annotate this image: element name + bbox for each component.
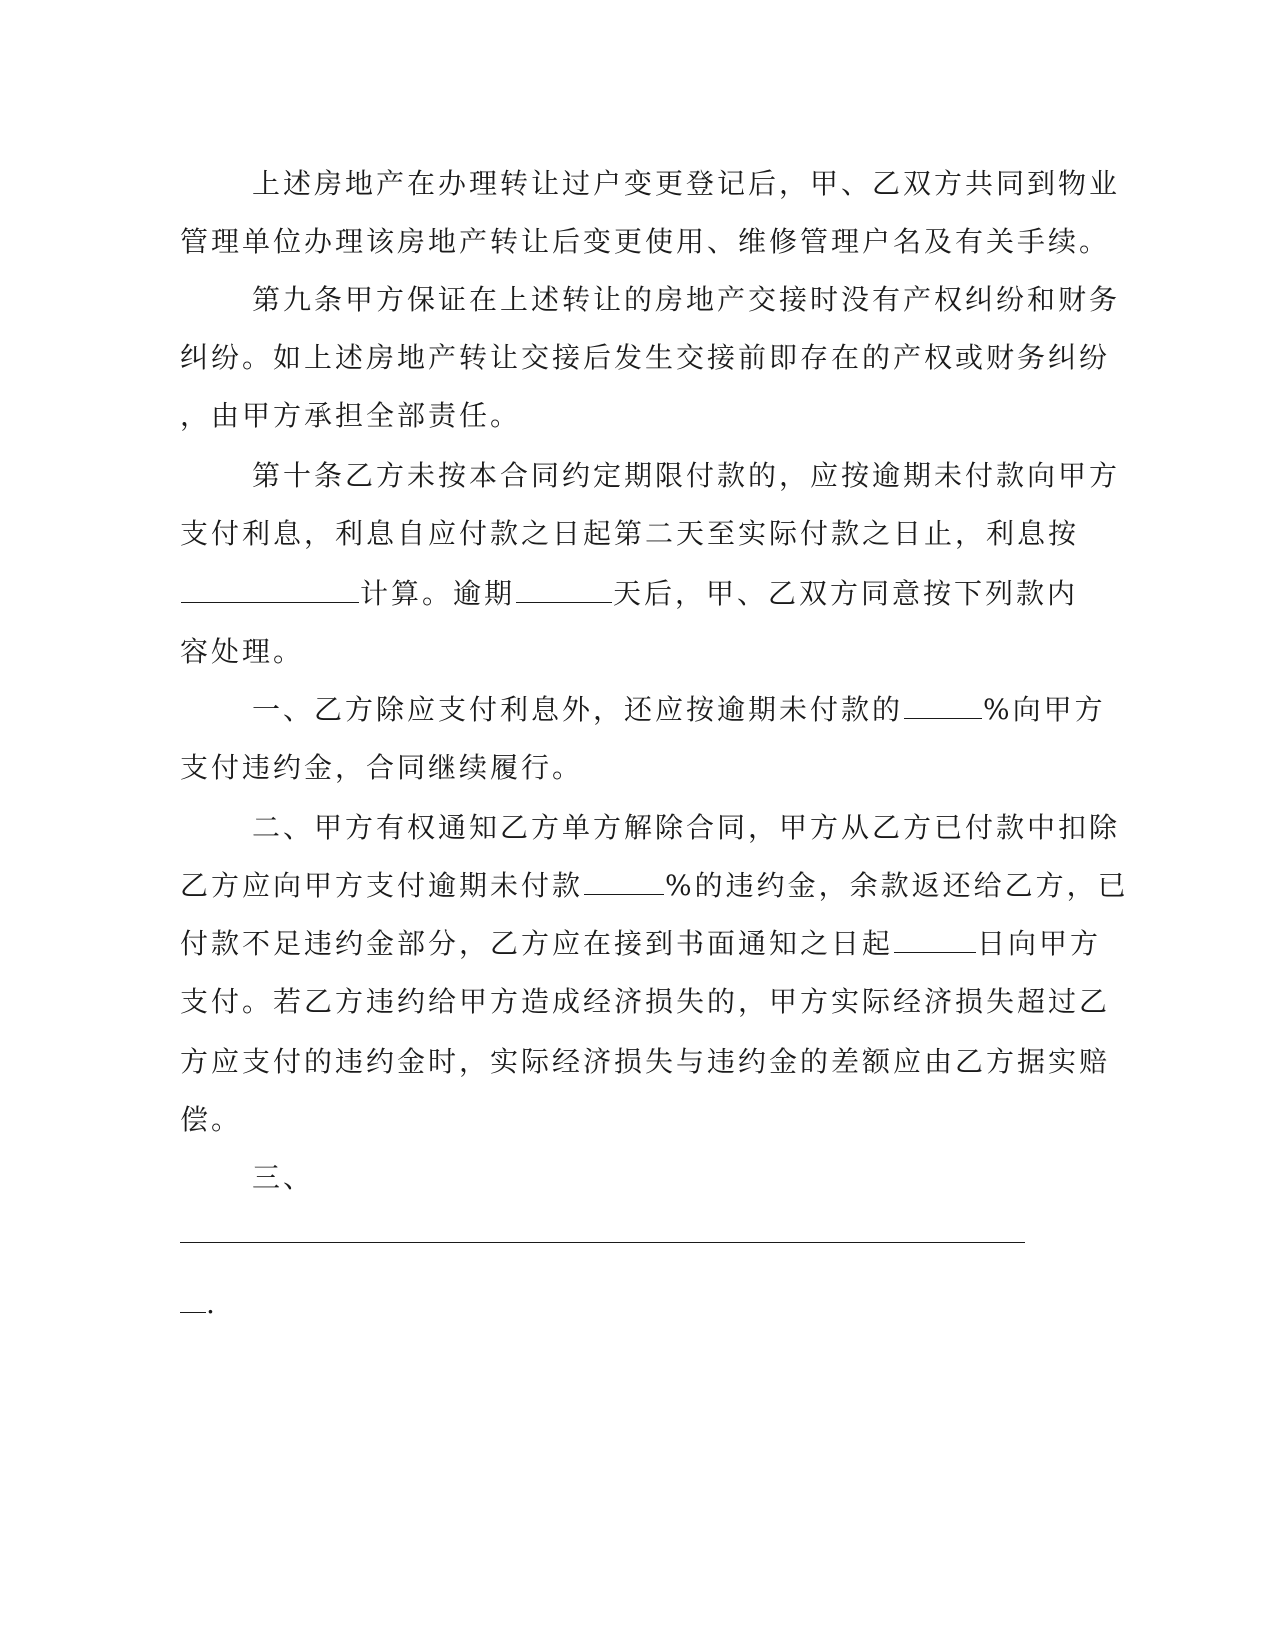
clause-2-line-1: 二、甲方有权通知乙方单方解除合同，甲方从乙方已付款中扣除 xyxy=(252,811,1121,844)
article-9-line-3: ，由甲方承担全部责任。 xyxy=(180,399,522,432)
article-10-line-3-text-2: 天后，甲、乙双方同意按下列款内 xyxy=(613,577,1079,610)
article-10-line-2: 支付利息，利息自应付款之日起第二天至实际付款之日止，利息按 xyxy=(180,517,1080,550)
clause-1-line-1-text-2: %向甲方 xyxy=(983,693,1106,726)
article-9-line-1: 第九条甲方保证在上述转让的房地产交接时没有产权纠纷和财务 xyxy=(252,283,1121,316)
clause-1-line-1-text-1: 一、乙方除应支付利息外，还应按逾期未付款的 xyxy=(252,693,904,726)
article-10-line-3 xyxy=(180,574,1078,614)
article-10-line-1: 第十条乙方未按本合同约定期限付款的，应按逾期未付款向甲方 xyxy=(252,459,1121,492)
clause-2-line-3 xyxy=(180,924,1101,964)
clause-1-line-2: 支付违约金，合同继续履行。 xyxy=(180,751,584,784)
clause-2-line-2 xyxy=(180,866,1129,906)
clause-3-label: 三、 xyxy=(252,1161,315,1194)
interest-rate-blank xyxy=(181,576,359,603)
paragraph-1-line-2: 管理单位办理该房地产转让后变更使用、维修管理户名及有关手续。 xyxy=(180,225,1111,258)
article-9-line-2: 纠纷。如上述房地产转让交接后发生交接前即存在的产权或财务纠纷 xyxy=(180,341,1111,374)
paragraph-1-line-1: 上述房地产在办理转让过户变更登记后，甲、乙双方共同到物业 xyxy=(252,167,1121,200)
clause-2-line-4: 支付。若乙方违约给甲方造成经济损失的，甲方实际经济损失超过乙 xyxy=(180,985,1111,1018)
clause-1-line-1 xyxy=(252,690,1106,730)
article-10-line-4: 容处理。 xyxy=(180,635,305,668)
article-10-line-3-text-1: 计算。逾期 xyxy=(360,577,516,610)
clause-3-line-end xyxy=(180,1284,218,1324)
clause-2-line-3-text-1: 付款不足违约金部分，乙方应在接到书面通知之日起 xyxy=(180,927,894,960)
clause-2-line-2-text-2: %的违约金，余款返还给乙方，已 xyxy=(665,869,1129,902)
penalty-percent-blank-2 xyxy=(584,868,664,895)
overdue-days-blank xyxy=(516,576,612,603)
clause-3-end-mark: . xyxy=(206,1287,218,1320)
clause-2-line-5: 方应支付的违约金时，实际经济损失与违约金的差额应由乙方据实赔 xyxy=(180,1045,1111,1078)
clause-2-line-3-text-2: 日向甲方 xyxy=(977,927,1102,960)
payment-days-blank xyxy=(894,926,976,953)
clause-3-long-blank xyxy=(180,1242,1025,1243)
clause-2-line-6: 偿。 xyxy=(180,1103,243,1136)
clause-3-short-blank xyxy=(180,1286,206,1313)
clause-2-line-2-text-1: 乙方应向甲方支付逾期未付款 xyxy=(180,869,584,902)
penalty-percent-blank-1 xyxy=(904,692,982,719)
